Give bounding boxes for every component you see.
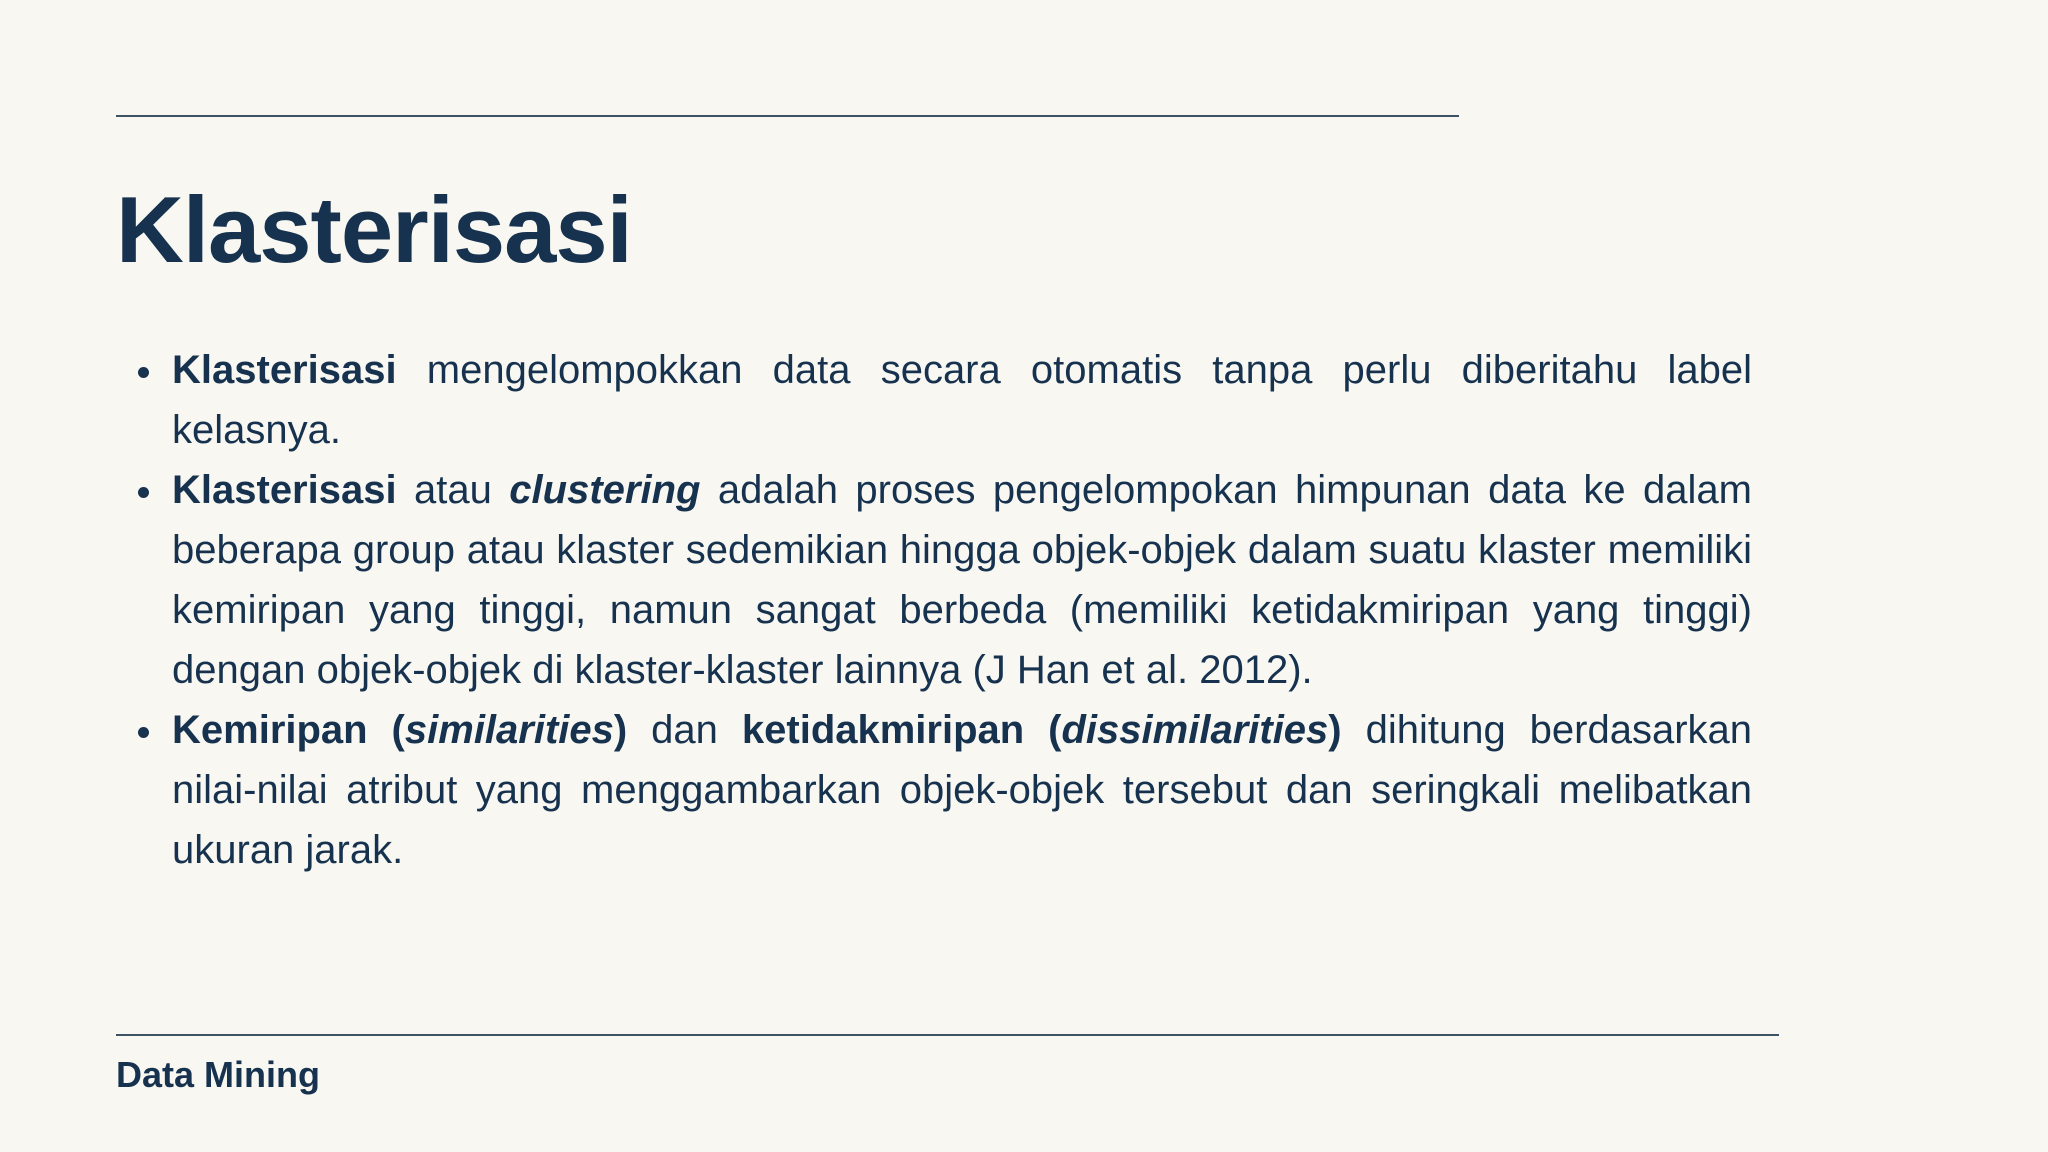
top-divider (116, 115, 1459, 117)
bullet-3-term-b-english: dissimilarities (1061, 708, 1329, 752)
slide-title: Klasterisasi (116, 177, 632, 282)
bottom-divider (116, 1034, 1779, 1036)
bullet-3-term-a: Kemiripan ( (172, 708, 405, 752)
bullet-1-text: mengelompokkan data secara otomatis tanpa perlu diberitahu label kelasnya. (172, 348, 1752, 452)
bullet-2-text-b: adalah proses pengelompokan himpunan data ke dalam beberapa group atau klaster sedemikian hingga objek-objek dalam suatu klaster memiliki kemiripan yang tinggi, namun sangat berbeda (memiliki ketidakmiripan yang tinggi) dengan objek-objek di klaster-klaster lainnya (J Han et al. 2012). (172, 468, 1752, 692)
bullet-3-term-a-english: similarities (404, 708, 614, 752)
bullet-3-text-b: dihitung berdasarkan nilai-nilai atribut yang menggambarkan objek-objek tersebut dan seringkali melibatkan ukuran jarak. (172, 708, 1753, 872)
bullet-3-term-b: ketidakmiripan ( (741, 708, 1062, 752)
bullet-item-1 (132, 340, 1752, 460)
bullet-3-term-a-close: ) (613, 708, 628, 752)
bullet-item-2 (132, 460, 1752, 700)
footer-label: Data Mining (116, 1054, 320, 1095)
bullet-dot-icon (138, 487, 149, 498)
bullet-1-term: Klasterisasi (172, 348, 397, 392)
bullet-item-3 (132, 700, 1752, 880)
slide-content (132, 340, 1752, 880)
bullet-dot-icon (138, 367, 149, 378)
bullet-3-text-a: dan (627, 708, 742, 752)
bullet-dot-icon (138, 727, 149, 738)
bullet-2-term: Klasterisasi (172, 468, 397, 512)
bullet-2-term-english: clustering (509, 468, 701, 512)
bullet-2-text-a: atau (396, 468, 510, 512)
bullet-list (132, 340, 1752, 880)
bullet-3-term-b-close: ) (1328, 708, 1342, 752)
